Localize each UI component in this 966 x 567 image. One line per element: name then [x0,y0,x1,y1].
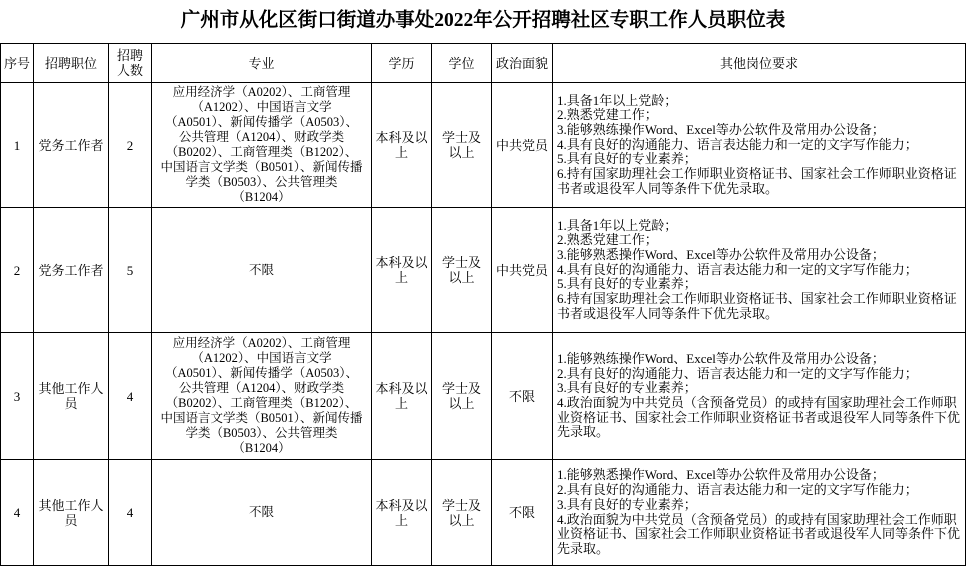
cell-index: 2 [1,208,34,333]
requirement-item: 1.能够熟悉操作Word、Excel等办公软件及常用办公设备； [557,467,885,483]
cell-index: 3 [1,333,34,460]
cell-political-status: 中共党员 [492,208,553,333]
requirement-item: 4.政治面貌为中共党员（含预备党员）的或持有国家助理社会工作师职业资格证书、国家社会工作师职业资格证书者或退役军人同等条件下优先录取。 [557,511,961,556]
requirement-item: 6.持有国家助理社会工作师职业资格证书、国家社会工作师职业资格证书者或退役军人同等条件下优先录取。 [557,291,957,321]
cell-major: 不限 [152,460,372,566]
cell-political-status: 不限 [492,460,553,566]
cell-major: 不限 [152,208,372,333]
cell-degree: 学士及以上 [432,83,492,208]
header-index: 序号 [1,44,34,83]
cell-other-requirements [553,83,966,208]
requirement-item: 1.具备1年以上党龄； [557,92,678,108]
requirement-item: 4.政治面貌为中共党员（含预备党员）的或持有国家助理社会工作师职业资格证书、国家社会工作师职业资格证书者或退役军人同等条件下优先录取。 [557,395,961,440]
page-title: 广州市从化区街口街道办事处2022年公开招聘社区专职工作人员职位表 [180,10,786,31]
cell-degree: 学士及以上 [432,333,492,460]
requirement-item: 4.具有良好的沟通能力、语言表达能力和一定的文字写作能力； [557,136,918,152]
table-row [1,333,966,460]
cell-political-status: 不限 [492,333,553,460]
cell-education: 本科及以上 [372,208,432,333]
cell-education: 本科及以上 [372,333,432,460]
table-row [1,460,966,566]
cell-headcount: 4 [109,460,152,566]
cell-position: 其他工作人员 [34,460,109,566]
cell-position: 党务工作者 [34,208,109,333]
cell-other-requirements [553,333,966,460]
cell-headcount: 4 [109,333,152,460]
header-major: 专业 [152,44,372,83]
cell-position: 党务工作者 [34,83,109,208]
table-row [1,208,966,333]
requirement-item: 3.能够熟练操作Word、Excel等办公软件及常用办公设备； [557,121,885,137]
header-political-status: 政治面貌 [492,44,553,83]
cell-major: 应用经济学（A0202）、工商管理（A1202）、中国语言文学（A0501）、新闻传播学（A0503）、公共管理（A1204）、财政学类（B0202）、工商管理类（B1202）、中国语言文学类（B0501）、新闻传播学类（B0503）、公共管理类（B1204） [152,333,372,460]
header-position: 招聘职位 [34,44,109,83]
requirement-item: 3.具有良好的专业素养； [557,380,697,396]
cell-position: 其他工作人员 [34,333,109,460]
requirement-item: 2.熟悉党建工作； [557,107,658,123]
cell-index: 4 [1,460,34,566]
cell-other-requirements [553,208,966,333]
cell-headcount: 2 [109,83,152,208]
cell-degree: 学士及以上 [432,208,492,333]
requirement-item: 4.具有良好的沟通能力、语言表达能力和一定的文字写作能力； [557,261,918,277]
requirement-item: 5.具有良好的专业素养； [557,151,697,167]
cell-political-status: 中共党员 [492,83,553,208]
cell-major: 应用经济学（A0202）、工商管理（A1202）、中国语言文学（A0501）、新闻传播学（A0503）、公共管理（A1204）、财政学类（B0202）、工商管理类（B1202）、中国语言文学类（B0501）、新闻传播学类（B0503）、公共管理类（B1204） [152,83,372,208]
requirement-item: 6.持有国家助理社会工作师职业资格证书、国家社会工作师职业资格证书者或退役军人同等条件下优先录取。 [557,166,957,196]
cell-headcount: 5 [109,208,152,333]
table-row [1,83,966,208]
requirement-item: 5.具有良好的专业素养； [557,276,697,292]
header-degree: 学位 [432,44,492,83]
header-other-requirements: 其他岗位要求 [553,44,966,83]
requirement-item: 2.熟悉党建工作； [557,232,658,248]
header-education: 学历 [372,44,432,83]
cell-education: 本科及以上 [372,460,432,566]
cell-index: 1 [1,83,34,208]
cell-degree: 学士及以上 [432,460,492,566]
requirement-item: 1.能够熟练操作Word、Excel等办公软件及常用办公设备； [557,350,885,366]
requirement-item: 3.具有良好的专业素养； [557,496,697,512]
requirement-item: 1.具备1年以上党龄； [557,217,678,233]
requirement-item: 3.能够熟悉操作Word、Excel等办公软件及常用办公设备； [557,246,885,262]
cell-other-requirements [553,460,966,566]
requirement-item: 2.具有良好的沟通能力、语言表达能力和一定的文字写作能力； [557,482,918,498]
job-positions-table [0,43,966,566]
header-headcount: 招聘人数 [109,44,152,83]
cell-education: 本科及以上 [372,83,432,208]
table-header-row [1,44,966,83]
requirement-item: 2.具有良好的沟通能力、语言表达能力和一定的文字写作能力； [557,365,918,381]
